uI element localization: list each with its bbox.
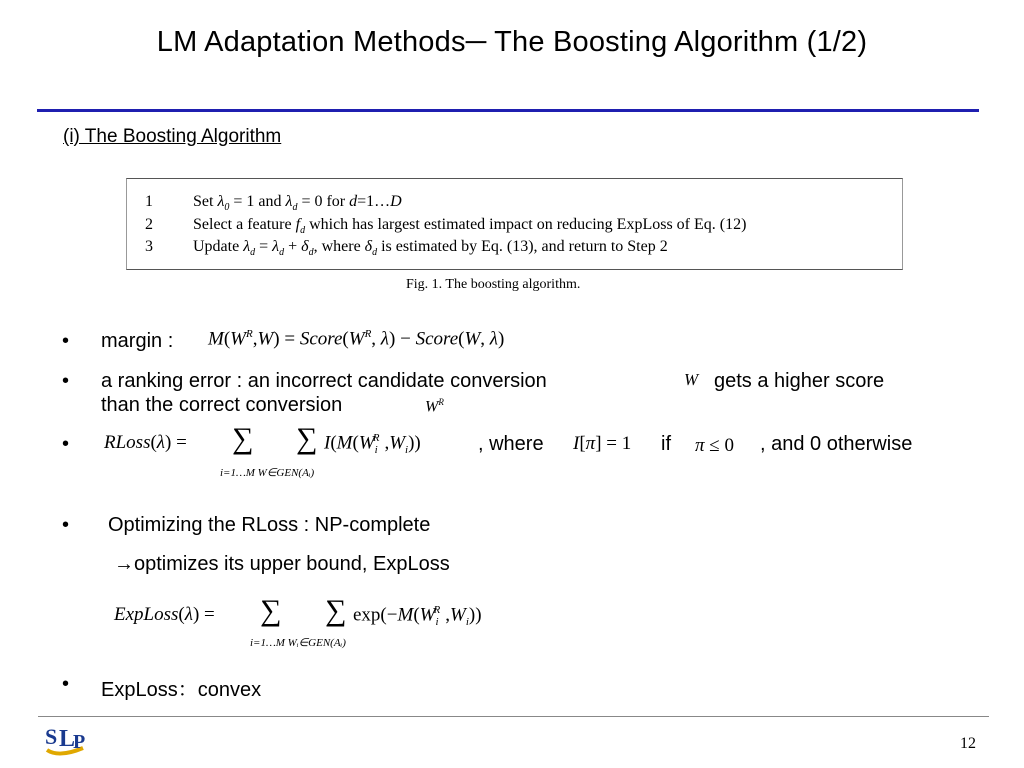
- rloss-sum-range: i=1…M W∈GEN(Aᵢ): [220, 467, 315, 479]
- rloss-if: if: [661, 433, 671, 455]
- step-text: Select a feature $f_d$ which has largest estimated impact on reducing ExpLoss of Eq. (12): [193, 216, 747, 237]
- step-text: Set $\lambda_0 = 1$ and $\lambda_d = 0$ for d=1…D: [193, 193, 402, 214]
- ranking-error-text-3: than the correct conversion: [101, 394, 343, 416]
- sum-symbol: ∑: [232, 422, 254, 455]
- rloss-otherwise: , and 0 otherwise: [760, 433, 913, 455]
- figure-caption: Fig. 1. The boosting algorithm.: [406, 277, 581, 292]
- convex-text: ExpLoss：convex: [101, 679, 262, 701]
- bullet-marker: •: [62, 433, 70, 455]
- sum-symbol: ∑: [260, 594, 282, 627]
- optimizing-subtext: →optimizes its upper bound, ExpLoss: [114, 553, 450, 575]
- exploss-sum-range: i=1…M Wᵢ∈GEN(Aᵢ): [250, 637, 346, 649]
- sum-symbol: ∑: [325, 594, 347, 627]
- margin-label: margin :: [101, 330, 174, 352]
- svg-text:L: L: [59, 726, 76, 752]
- algorithm-step-3: [145, 238, 668, 258]
- optimizing-text: Optimizing the RLoss : NP-complete: [108, 514, 431, 536]
- footer-divider: [38, 716, 989, 717]
- step-number: 1: [145, 193, 153, 210]
- step-number: 2: [145, 216, 153, 233]
- algorithm-step-1: [145, 193, 402, 213]
- bullet-marker: •: [62, 673, 70, 695]
- rloss-where: , where: [478, 433, 544, 455]
- slp-logo: [43, 720, 95, 765]
- title-divider: [37, 109, 979, 112]
- margin-formula: $M(W^R,W)$ = $Score(W^R$, λ) − Score(W, λ): [208, 328, 505, 350]
- sum-symbol: ∑: [296, 422, 318, 455]
- svg-text:S: S: [45, 724, 58, 749]
- ranking-error-text-2: gets a higher score: [714, 370, 885, 392]
- slide-title: LM Adaptation Methods─ The Boosting Algorithm (1/2): [156, 26, 868, 58]
- ranking-error-text: a ranking error : an incorrect candidate conversion: [101, 370, 547, 392]
- bullet-marker: •: [62, 514, 70, 536]
- section-heading: (i) The Boosting Algorithm: [63, 126, 282, 147]
- rloss-formula: RLoss(λ) =: [104, 432, 187, 453]
- page-number: 12: [960, 735, 976, 752]
- exploss-term: $\exp(-M(W_i^R$ $,W_i$)): [353, 604, 482, 629]
- exploss-formula: ExpLoss(λ) =: [114, 604, 215, 625]
- algorithm-figure: [126, 178, 903, 270]
- bullet-marker: •: [62, 330, 70, 352]
- rloss-indicator-term: $I(M(W_i^R$ $,W_i$)): [324, 432, 421, 457]
- candidate-symbol: W: [684, 370, 699, 389]
- bullet-marker: •: [62, 370, 70, 392]
- rloss-condition: π ≤ 0: [695, 435, 734, 456]
- correct-symbol: $W^R$: [425, 397, 444, 416]
- svg-text:P: P: [73, 731, 86, 753]
- step-number: 3: [145, 238, 153, 255]
- indicator-definition: I[π] = 1: [573, 433, 632, 454]
- step-text: Update $\lambda_d = \lambda_d + \delta_d$, where $\delta_d$ is estimated by Eq. (13), and return to Step 2: [193, 238, 668, 259]
- algorithm-step-2: [145, 216, 746, 236]
